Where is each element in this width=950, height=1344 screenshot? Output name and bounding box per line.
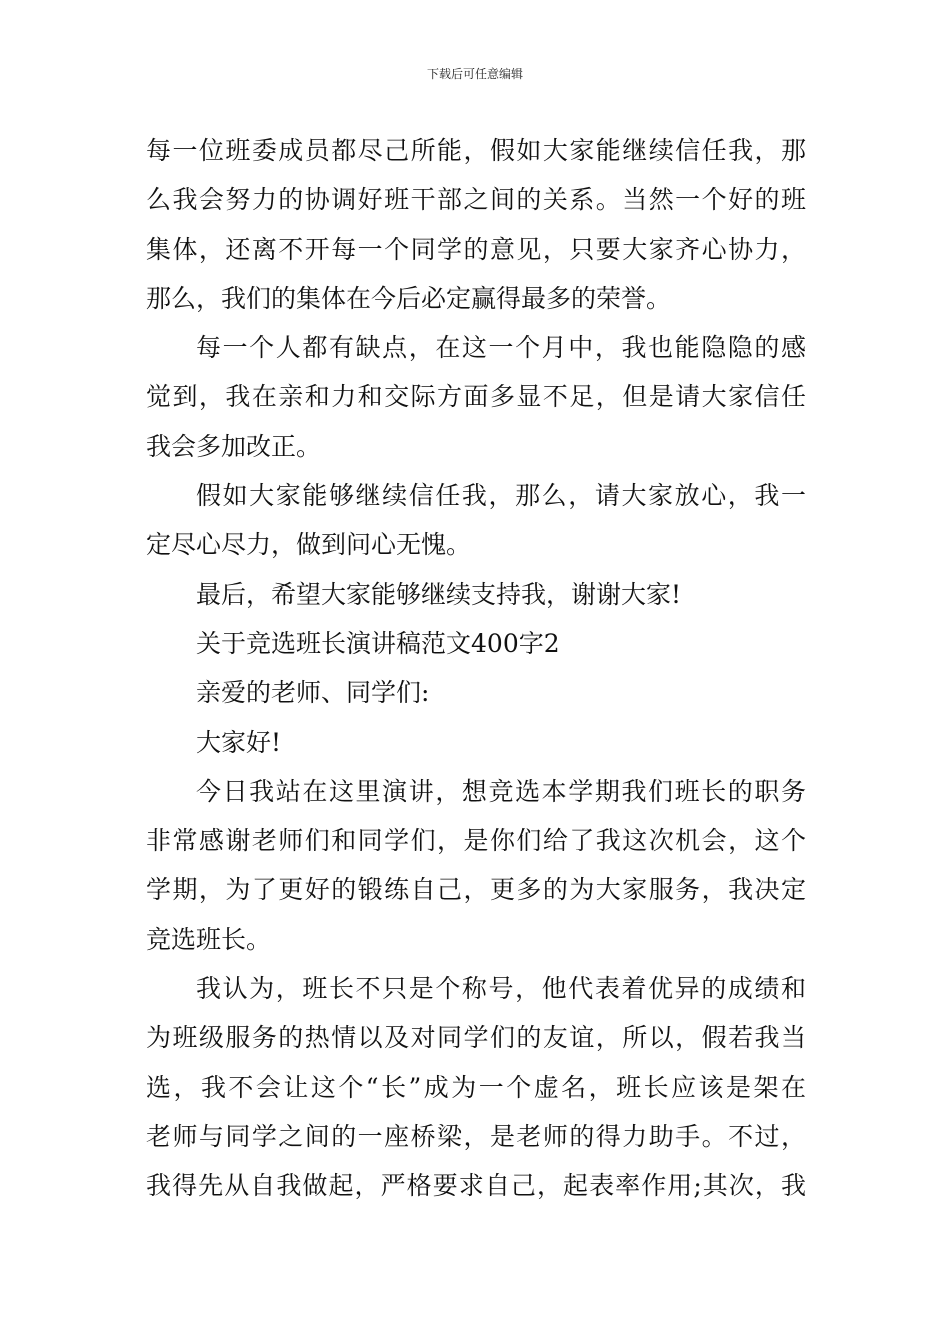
text-line: 定尽心尽力，做到问心无愧。	[146, 530, 472, 560]
text-line: 集体，还离不开每一个同学的意见，只要大家齐心协力，	[146, 234, 806, 264]
text-line: 学期，为了更好的锻练自己，更多的为大家服务，我决定	[146, 875, 806, 905]
text-line: 大家好!	[196, 727, 282, 757]
text-line: 我认为，班长不只是个称号，他代表着优异的成绩和	[196, 974, 806, 1004]
text-line: 那么，我们的集体在今后必定赢得最多的荣誉。	[146, 283, 672, 313]
text-line: 我会多加改正。	[146, 431, 322, 461]
text-line: 关于竞选班长演讲稿范文400字2	[196, 628, 560, 658]
page-header: 下载后可任意编辑	[426, 67, 523, 81]
text-line: 每一个人都有缺点，在这一个月中，我也能隐隐的感	[196, 333, 806, 363]
document-body	[146, 126, 806, 1211]
text-line: 今日我站在这里演讲，想竞选本学期我们班长的职务	[196, 776, 806, 806]
text-line: 竞选班长。	[146, 924, 272, 954]
text-line: 假如大家能够继续信任我，那么，请大家放心，我一	[196, 481, 806, 511]
text-line: 非常感谢老师们和同学们，是你们给了我这次机会，这个	[146, 826, 806, 856]
text-line: 亲爱的老师、同学们:	[196, 678, 430, 708]
text-line: 最后，希望大家能够继续支持我，谢谢大家!	[196, 579, 682, 609]
text-line: 每一位班委成员都尽己所能，假如大家能继续信任我，那	[146, 136, 806, 165]
text-line: 为班级服务的热情以及对同学们的友谊，所以，假若我当	[146, 1023, 806, 1053]
text-line: 么我会努力的协调好班干部之间的关系。当然一个好的班	[146, 185, 806, 215]
text-line: 老师与同学之间的一座桥梁，是老师的得力助手。不过，	[146, 1121, 806, 1151]
text-line: 我得先从自我做起，严格要求自己，起表率作用;其次，我	[146, 1171, 806, 1201]
text-line: 觉到，我在亲和力和交际方面多显不足，但是请大家信任	[146, 382, 806, 412]
text-line: 选，我不会让这个“长”成为一个虚名，班长应该是架在	[146, 1072, 806, 1102]
